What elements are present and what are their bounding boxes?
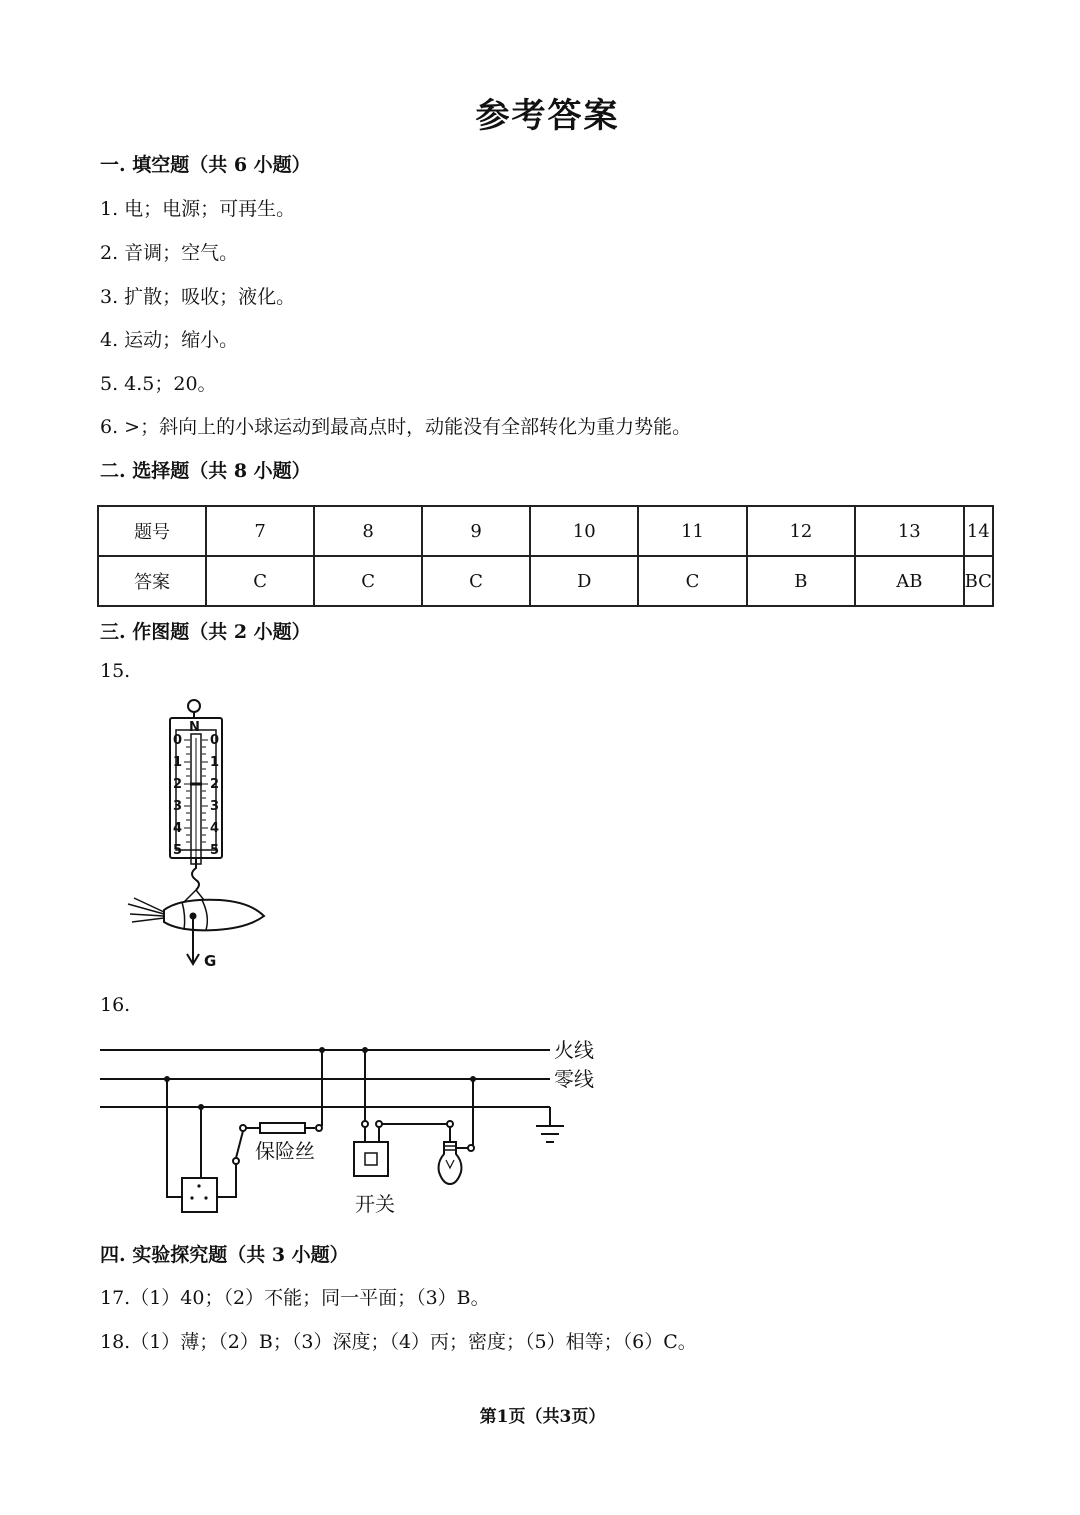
table-cell: C <box>638 556 746 606</box>
neutral-wire-label: 零线 <box>554 1067 594 1091</box>
scale-left-tick-label: 3 <box>173 799 183 814</box>
page-title: 参考答案 <box>475 96 620 136</box>
table-row-numbers <box>98 506 993 556</box>
answer-2: 2. 音调；空气。 <box>100 242 239 264</box>
answer-3: 3. 扩散；吸收；液化。 <box>100 286 296 308</box>
scale-top-mark: N <box>189 720 200 735</box>
scale-left-tick-label: 1 <box>173 755 183 770</box>
table-cell: 7 <box>206 506 314 556</box>
switch-label: 开关 <box>355 1192 395 1216</box>
question-15-label: 15. <box>100 660 131 682</box>
live-wire-label: 火线 <box>554 1038 594 1062</box>
answer-18: 18.（1）薄；（2）B；（3）深度；（4）丙；密度；（5）相等；（6）C。 <box>100 1331 697 1353</box>
choice-answer-table <box>97 505 994 607</box>
scale-right-tick-label: 4 <box>210 821 220 836</box>
table-header-number: 题号 <box>98 506 206 556</box>
table-cell: 9 <box>422 506 530 556</box>
scale-left-tick-label: 5 <box>173 843 183 858</box>
page-footer: 第1页（共3页） <box>479 1407 606 1427</box>
answer-6: 6. >；斜向上的小球运动到最高点时，动能没有全部转化为重力势能。 <box>100 416 692 438</box>
scale-right-tick-label: 0 <box>210 733 220 748</box>
switch <box>354 1142 388 1176</box>
spring-scale-figure <box>120 690 280 975</box>
question-16-label: 16. <box>100 994 131 1016</box>
table-cell: B <box>747 556 855 606</box>
table-cell: 10 <box>530 506 638 556</box>
household-circuit-figure <box>95 1030 615 1225</box>
table-cell: C <box>314 556 422 606</box>
table-row-answers <box>98 556 993 606</box>
table-cell: C <box>206 556 314 606</box>
section-drawing: 三. 作图题（共 2 小题） <box>100 621 311 643</box>
gravity-label: G <box>204 952 217 970</box>
table-cell: 11 <box>638 506 746 556</box>
table-cell: 8 <box>314 506 422 556</box>
answer-17: 17.（1）40；（2）不能；同一平面；（3）B。 <box>100 1287 490 1309</box>
table-cell: C <box>422 556 530 606</box>
table-header-answer: 答案 <box>98 556 206 606</box>
table-cell: 14 <box>964 506 993 556</box>
scale-left-tick-label: 2 <box>173 777 183 792</box>
section-choice: 二. 选择题（共 8 小题） <box>100 460 311 482</box>
table-cell: 13 <box>855 506 963 556</box>
answer-5: 5. 4.5；20。 <box>100 373 217 395</box>
scale-right-tick-label: 2 <box>210 777 220 792</box>
table-cell: 12 <box>747 506 855 556</box>
socket <box>182 1178 217 1212</box>
carrot <box>164 900 264 931</box>
table-cell: AB <box>855 556 963 606</box>
scale-left-tick-label: 4 <box>173 821 183 836</box>
scale-left-tick-label: 0 <box>173 733 183 748</box>
fuse-label: 保险丝 <box>255 1139 315 1163</box>
section-experiment: 四. 实验探究题（共 3 小题） <box>100 1244 349 1266</box>
answer-4: 4. 运动；缩小。 <box>100 329 239 351</box>
fuse <box>260 1123 305 1133</box>
answer-1: 1. 电；电源；可再生。 <box>100 198 296 220</box>
scale-right-tick-label: 3 <box>210 799 220 814</box>
scale-right-tick-label: 1 <box>210 755 220 770</box>
table-cell: D <box>530 556 638 606</box>
scale-right-tick-label: 5 <box>210 843 220 858</box>
section-fill-blank: 一. 填空题（共 6 小题） <box>100 154 311 176</box>
table-cell: BC <box>964 556 993 606</box>
